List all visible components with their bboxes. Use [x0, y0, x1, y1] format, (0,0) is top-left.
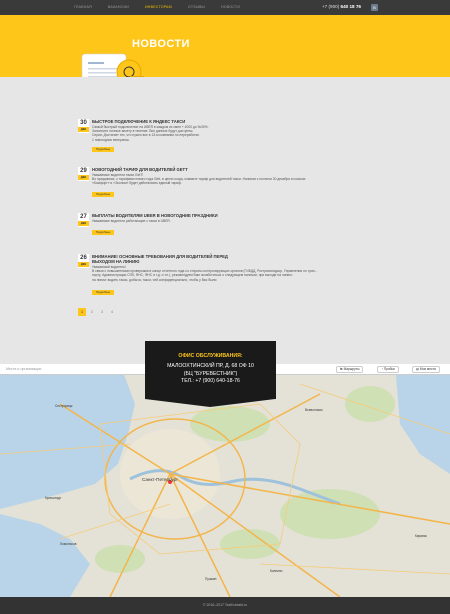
news-date: [78, 167, 89, 181]
map-label: Колпино: [270, 569, 283, 573]
news-text: [92, 265, 322, 282]
news-item: [78, 254, 318, 296]
office-address-line: МАЛООХТИНСКИЙ ПР, Д. 68 ОФ 10: [167, 363, 254, 369]
office-info-panel: [145, 341, 276, 399]
page-link[interactable]: 2: [90, 309, 94, 314]
news-item: [78, 119, 318, 151]
routes-button[interactable]: [336, 366, 363, 373]
news-item: [78, 167, 318, 199]
map-label: Ломоносов: [60, 542, 77, 546]
hero-banner: [0, 15, 450, 77]
news-day: 30: [80, 120, 87, 126]
news-text-line: Самый быстрый подключение на UBER в каждом из смен + 4000 до 9х30%.: [92, 125, 209, 129]
news-month: ДЕК: [78, 127, 89, 132]
news-day: 27: [80, 214, 87, 220]
news-text-line: Уважаемый водитель!: [92, 265, 126, 269]
traffic-button[interactable]: [377, 366, 399, 373]
layers-icon: ▤: [416, 367, 420, 371]
read-more-button[interactable]: Подробнее: [92, 192, 114, 197]
news-text: [92, 173, 322, 186]
map-label: Сестрорецк: [55, 404, 73, 408]
news-month: ДЕК: [78, 262, 89, 267]
map-label-spb: Санкт-Петербург: [142, 477, 179, 482]
news-date: [78, 213, 89, 227]
news-text-line: Уважаемые водители такси GetT!: [92, 173, 144, 177]
news-item: [78, 213, 318, 237]
news-date: [78, 119, 89, 133]
map-label: Всеволожск: [305, 408, 323, 412]
page-link[interactable]: 3: [100, 309, 104, 314]
vk-icon[interactable]: B: [371, 4, 378, 11]
news-title[interactable]: ВНИМАНИЕ! ОСНОВНЫЕ ТРЕБОВАНИЯ ДЛЯ ВОДИТЕЛЕЙ ПЕРЕД ВЫХОДОМ НА ЛИНИЮ: [92, 254, 228, 264]
news-text-line: 1 новогодних вечеринок.: [92, 137, 130, 142]
traffic-icon: ◔: [381, 367, 383, 371]
map-search-input[interactable]: Места и организации: [6, 367, 42, 371]
phone-main: 640 18 76: [340, 4, 361, 9]
news-title[interactable]: БЫСТРОЕ ПОДКЛЮЧЕНИЕ К ЯНДЕКС ТАКСИ: [92, 119, 186, 124]
news-text: [92, 125, 322, 142]
pagination: [78, 308, 116, 316]
nav-item-reviews[interactable]: ОТЗЫВЫ: [187, 5, 205, 9]
news-text-line: В связи с повышенными проверками в конце отчетного года со стороны контролирующих органов (ГИБДД, Ространснадзор, Управления по тран...: [92, 269, 318, 274]
news-text-line: Во праздниках, с тарифами нового года Gett, в целях когда, коммите тариф для водителей такси. Начиная с полночи 30 декабря в классах «Комфорт» и «Эконом» будет действовать единый тариф.: [92, 177, 306, 186]
layers-button[interactable]: [412, 366, 440, 373]
main-nav: [74, 5, 256, 9]
routes-label: Маршруты: [343, 367, 360, 371]
news-title[interactable]: НОВОГОДНИЙ ТАРИФ ДЛЯ ВОДИТЕЛЕЙ GETT: [92, 167, 188, 172]
news-text-line: порту, Администрации СПб, ФНС, ФНС и т.д. и т.п.), рекомендуем Вам позаботиться о следующем наличии, при выходе на линию:: [92, 273, 293, 278]
map-label: Кронштадт: [45, 496, 62, 500]
traffic-label: Пробки: [383, 367, 395, 371]
news-text-line: Серия: Достигает тех, что нужно все в 13-м компании по переработке.: [92, 133, 200, 138]
read-more-button[interactable]: Подробнее: [92, 147, 114, 152]
news-day: 29: [80, 168, 87, 174]
top-bar: [0, 0, 450, 15]
copyright: © 2016–2017 TaxiKontakt.ru: [202, 603, 248, 607]
footer: [0, 597, 450, 614]
office-phone[interactable]: ТЕЛ.: +7 (900) 640-18-76: [181, 378, 240, 384]
map-label: Кировск: [415, 534, 427, 538]
page-link[interactable]: 4: [110, 309, 114, 314]
news-text-line: Заполните личные анкету в течение. Все данные будут доступны.: [92, 129, 194, 134]
office-address-line: (БЦ "БУРЕВЕСТНИК"): [183, 370, 238, 377]
read-more-button[interactable]: Подробнее: [92, 290, 114, 295]
office-heading: ОФИС ОБСЛУЖИВАНИЯ:: [178, 353, 243, 359]
news-month: ДЕК: [78, 175, 89, 180]
news-title[interactable]: ВЫПЛАТЫ ВОДИТЕЛЯМ UBER В НОВОГОДНИЕ ПРАЗДНИКИ: [92, 213, 218, 218]
page-link[interactable]: 1: [78, 308, 86, 316]
news-text-line: на линии: водить такси, добыча, такси, чей конфиденциально, чтобы у Вас были:: [92, 277, 218, 282]
phone-prefix: +7 (900): [322, 4, 340, 9]
page-title: НОВОСТИ: [132, 38, 190, 50]
map-label: Пушкин: [205, 577, 217, 581]
news-text: [92, 219, 322, 223]
read-more-button[interactable]: Подробнее: [92, 230, 114, 235]
news-day: 26: [80, 255, 87, 261]
nav-item-home[interactable]: ГЛАВНАЯ: [74, 5, 92, 9]
office-address: [145, 363, 276, 386]
news-month: ДЕК: [78, 221, 89, 226]
news-section: [0, 77, 450, 341]
nav-item-news[interactable]: НОВОСТИ: [220, 5, 241, 9]
layers-label: Мои места: [419, 367, 436, 371]
news-text-line: Уважаемые водители работающие с такси в UBER.: [92, 219, 171, 223]
header-phone[interactable]: [322, 4, 361, 9]
route-icon: ⇆: [340, 367, 343, 371]
news-date: [78, 254, 89, 268]
nav-item-investors[interactable]: ИНВЕСТОРАМ: [145, 5, 172, 9]
nav-item-vacancies[interactable]: ВАКАНСИИ: [107, 5, 130, 9]
